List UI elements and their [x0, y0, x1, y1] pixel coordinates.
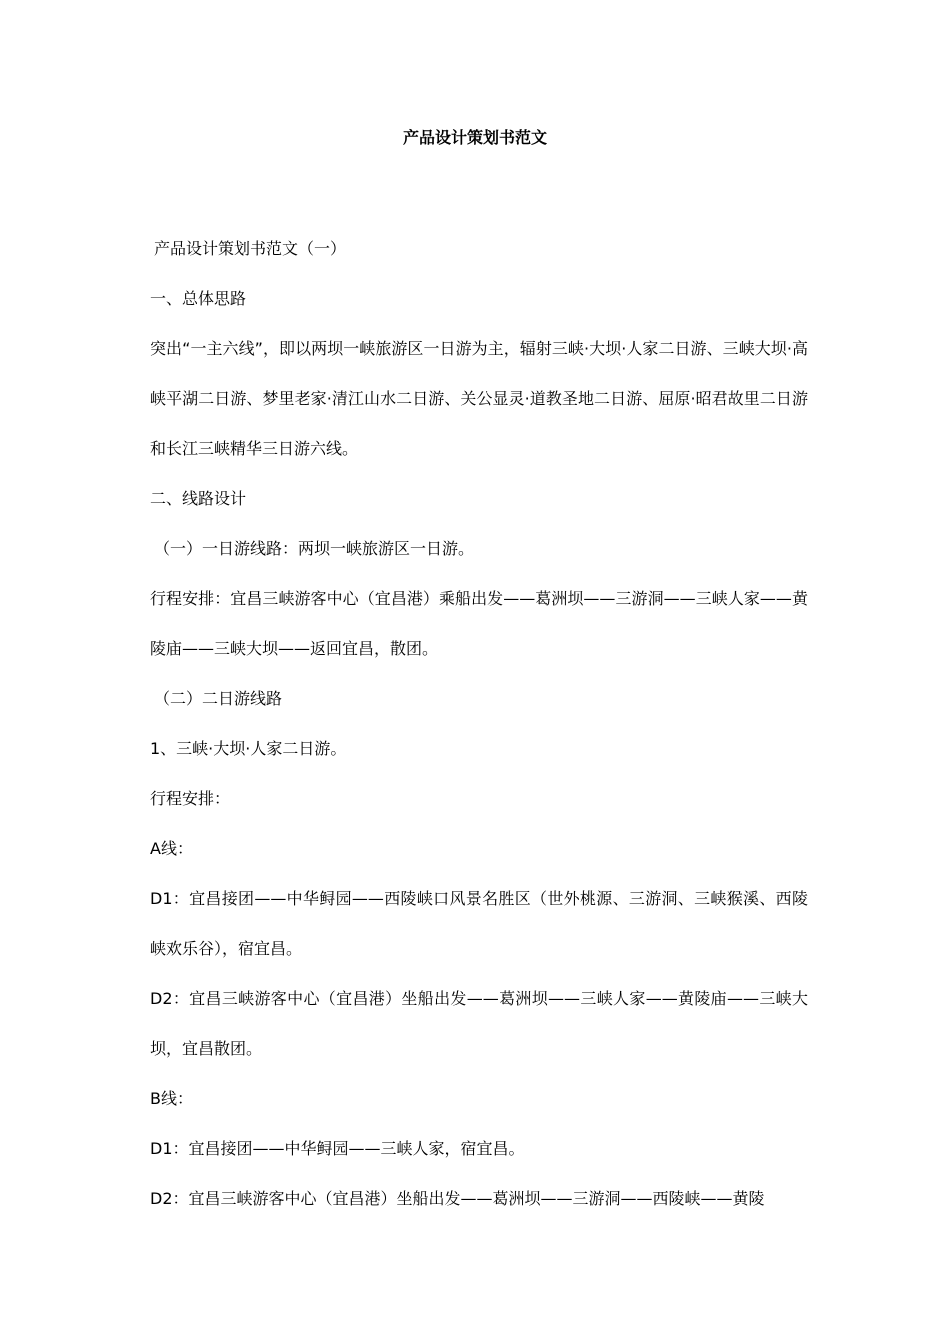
document-title: 产品设计策划书范文	[402, 128, 547, 147]
item-two-day-route-1: 1、三峡·大坝·人家二日游。	[150, 739, 347, 758]
heading-route-design: 二、线路设计	[150, 489, 247, 508]
paragraph-route-b-day1: D1：宜昌接团——中华鲟园——三峡人家，宿宜昌。	[150, 1139, 525, 1158]
subheading-one-day: （一）一日游线路：两坝一峡旅游区一日游。	[154, 539, 475, 558]
label-route-b: B线：	[150, 1089, 193, 1108]
section-heading: 产品设计策划书范文（一）	[154, 239, 347, 258]
paragraph-one-day-itinerary: 行程安排：宜昌三峡游客中心（宜昌港）乘船出发——葛洲坝——三游洞——三峡人家——黄陵庙——三峡大坝——返回宜昌，散团。	[150, 589, 808, 658]
paragraph-route-b-day2: D2：宜昌三峡游客中心（宜昌港）坐船出发——葛洲坝——三游洞——西陵峡——黄陵	[150, 1189, 765, 1208]
document-body	[144, 224, 808, 1224]
label-itinerary: 行程安排：	[150, 789, 231, 808]
paragraph-overall-idea: 突出“一主六线”，即以两坝一峡旅游区一日游为主，辐射三峡·大坝·人家二日游、三峡大坝·高峡平湖二日游、梦里老家·清江山水二日游、关公显灵·道教圣地二日游、屈原·昭君故里二日游和长江三峡精华三日游六线。	[150, 339, 808, 458]
paragraph-route-a-day2: D2：宜昌三峡游客中心（宜昌港）坐船出发——葛洲坝——三峡人家——黄陵庙——三峡大坝，宜昌散团。	[150, 989, 808, 1058]
heading-overall-idea: 一、总体思路	[150, 289, 247, 308]
subheading-two-day: （二）二日游线路	[154, 689, 283, 708]
label-route-a: A线：	[150, 839, 193, 858]
paragraph-route-a-day1: D1：宜昌接团——中华鲟园——西陵峡口风景名胜区（世外桃源、三游洞、三峡猴溪、西陵峡欢乐谷），宿宜昌。	[150, 889, 808, 958]
